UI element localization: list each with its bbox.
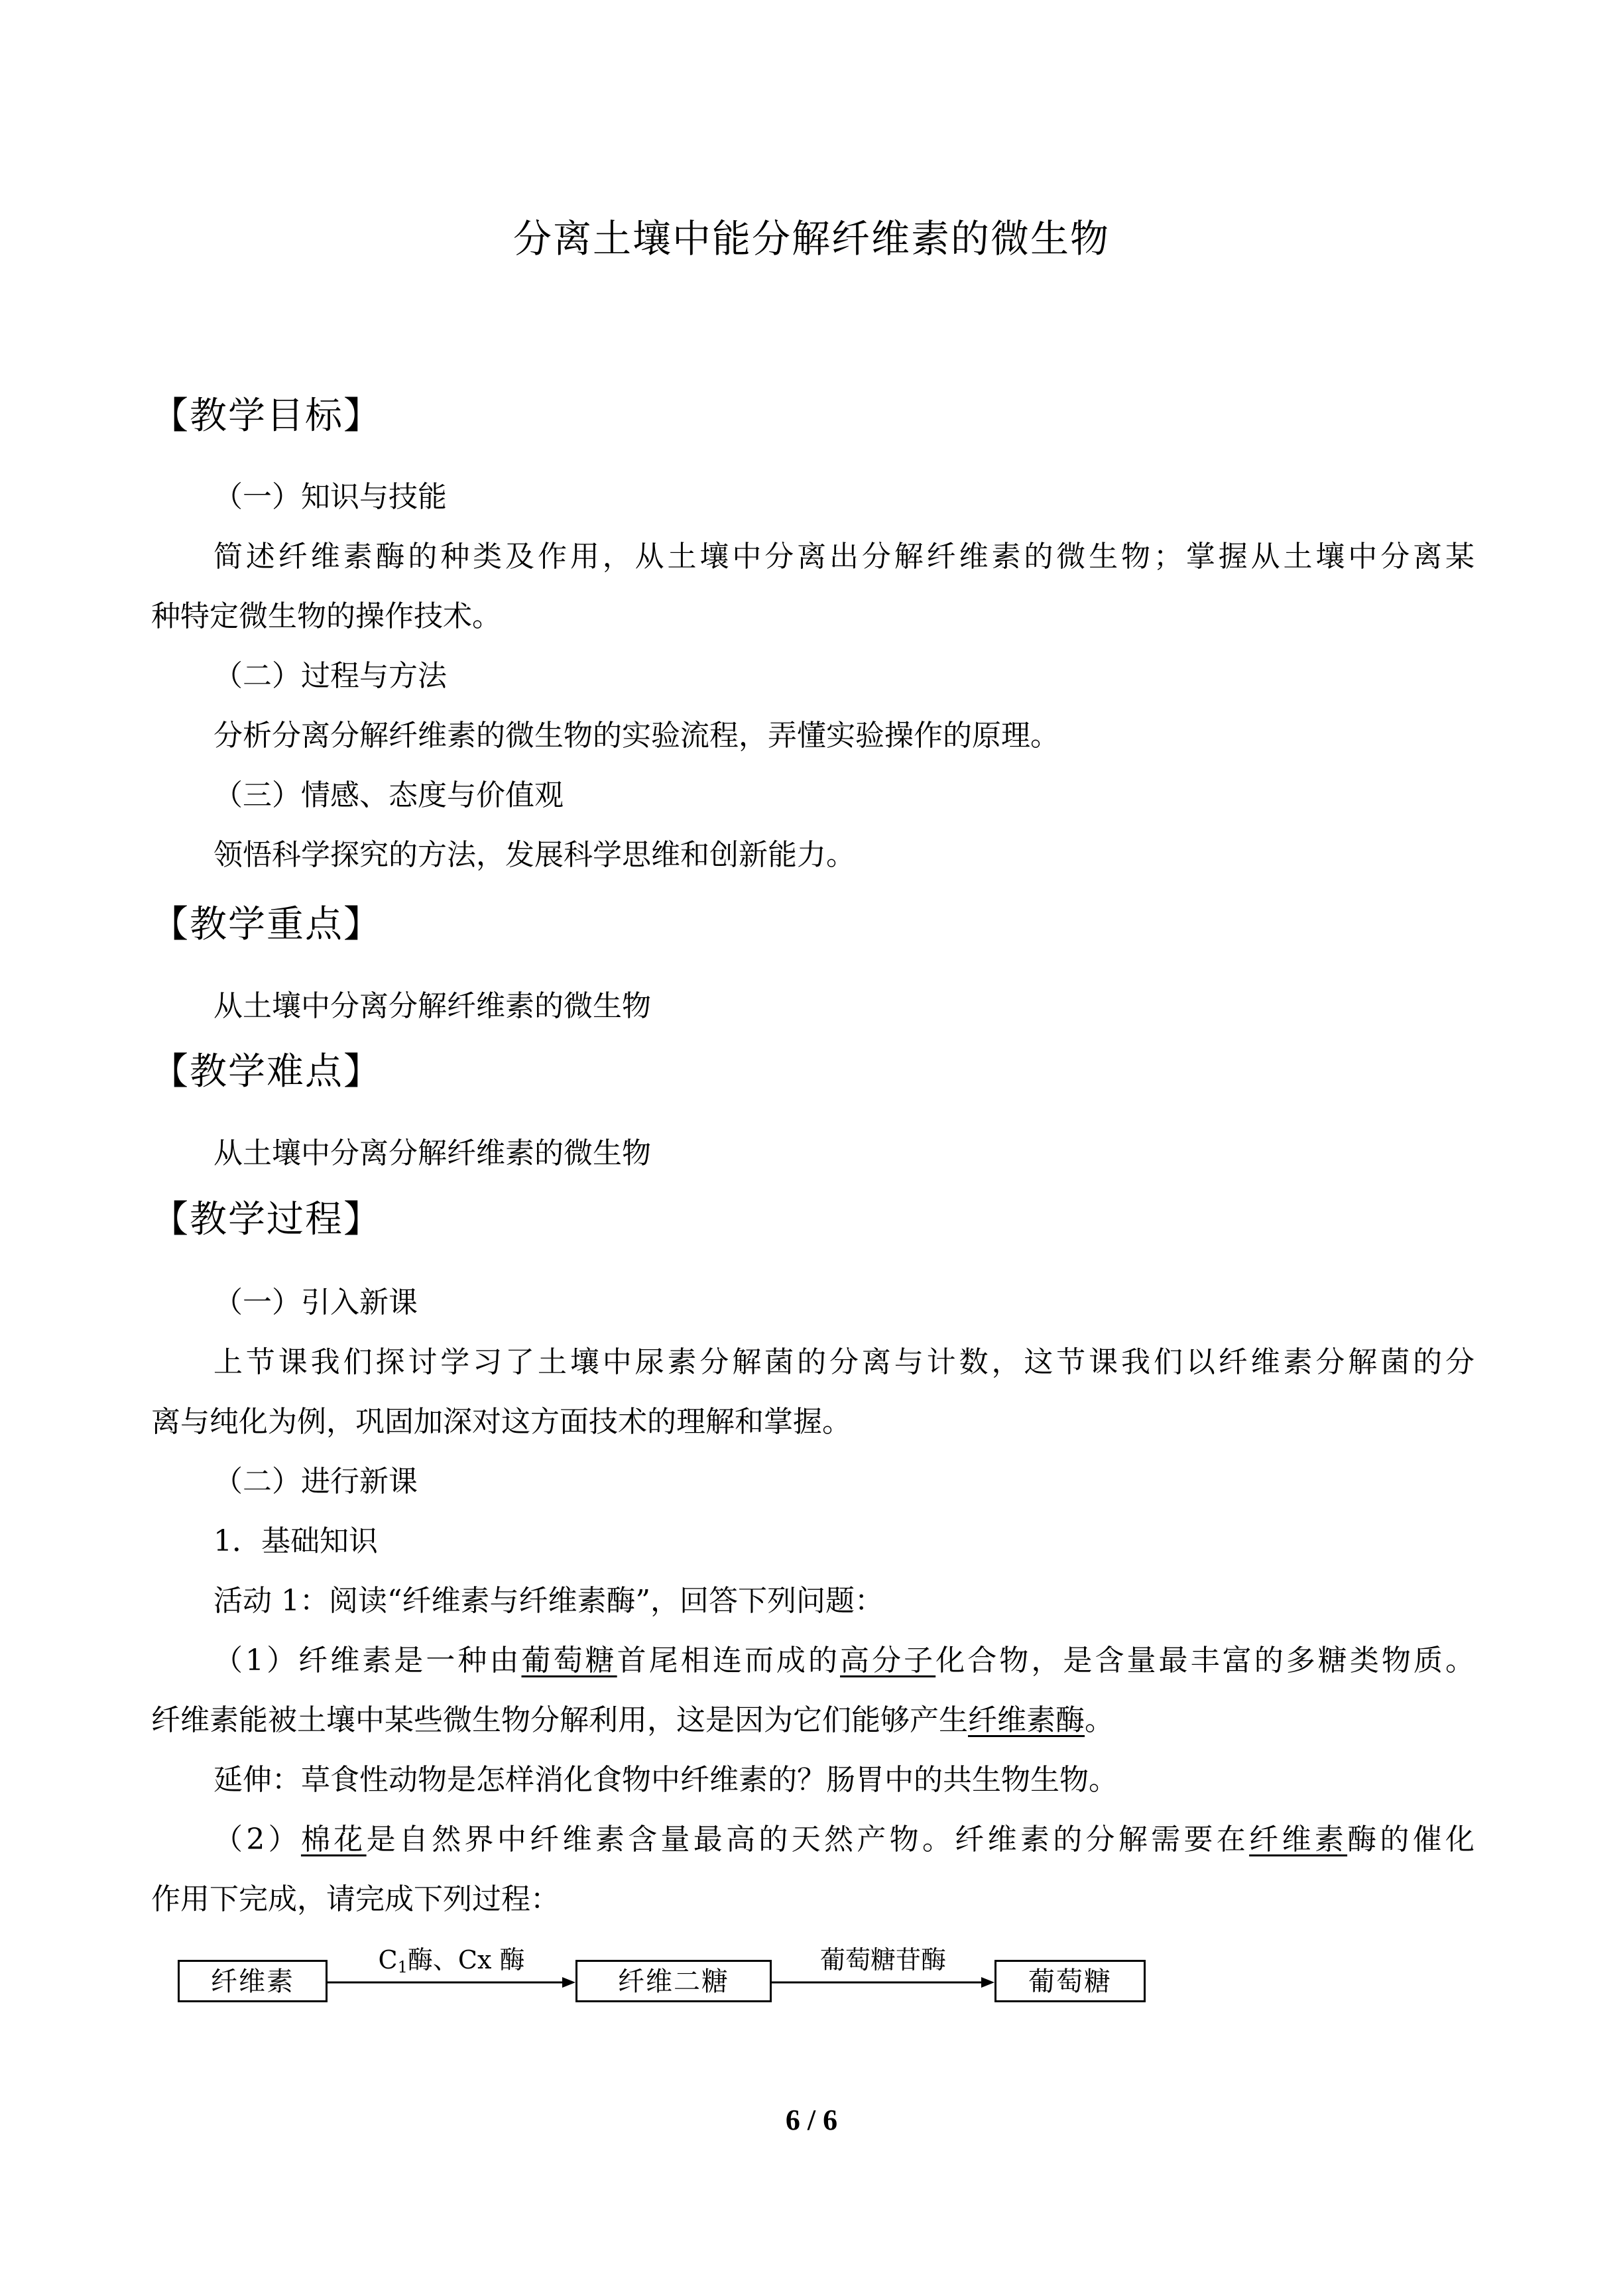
answer-cotton: 棉花 (300, 1823, 367, 1856)
question-1-text-a: （1）纤维素是一种由 (213, 1644, 522, 1677)
question-2-text-c: 酶的催化 (1347, 1823, 1475, 1856)
heading-teaching-process: 【教学过程】 (151, 1198, 382, 1241)
key-points-text: 从土壤中分离分解纤维素的微生物 (213, 989, 651, 1023)
process-new-title: （二）进行新课 (213, 1465, 418, 1498)
heading-key-points: 【教学重点】 (151, 903, 382, 946)
question-1-text-b: 首尾相连而成的 (617, 1644, 841, 1677)
basic-knowledge-title: 1．基础知识 (213, 1524, 378, 1558)
question-1-text-e: 。 (1085, 1703, 1114, 1737)
heading-teaching-goals: 【教学目标】 (151, 394, 382, 438)
flow-box-cellulose: 纤维素 (178, 1960, 328, 2002)
answer-cellulase: 纤维素酶 (968, 1703, 1085, 1737)
page-number: 6 / 6 (785, 2104, 838, 2136)
goal-attitude-title: （三）情感、态度与价值观 (213, 778, 564, 812)
goal-knowledge-line-2: 种特定微生物的操作技术。 (151, 599, 501, 633)
goal-process-title: （二）过程与方法 (213, 659, 447, 693)
answer-glucose: 葡萄糖 (521, 1644, 617, 1677)
question-1-text-d: 纤维素能被土壤中某些微生物分解利用，这是因为它们能够产生 (151, 1703, 968, 1737)
question-2-line-1 (213, 1820, 1474, 1860)
question-2-text-b: 是自然界中纤维素含量最高的天然产物。纤维素的分解需要在 (366, 1823, 1250, 1856)
flow-box-cellobiose: 纤维二糖 (575, 1960, 772, 2002)
question-2-line-2: 作用下完成，请完成下列过程： (151, 1882, 560, 1916)
flow-box-glucose: 葡萄糖 (994, 1960, 1146, 2002)
question-1-text-c: 化合物，是含量最丰富的多糖类物质。 (935, 1644, 1475, 1677)
flow-label-glucosidase: 葡萄糖苷酶 (819, 1945, 946, 1974)
question-1-line-2 (151, 1701, 1114, 1740)
extension-line: 延伸：草食性动物是怎样消化食物中纤维素的？肠胃中的共生物生物。 (213, 1763, 1118, 1797)
goal-attitude-line: 领悟科学探究的方法，发展科学思维和创新能力。 (213, 838, 855, 872)
goal-knowledge-title: （一）知识与技能 (213, 480, 447, 514)
goal-process-line: 分析分离分解纤维素的微生物的实验流程，弄懂实验操作的原理。 (213, 719, 1059, 753)
flow-label-c1-cx-enzyme (328, 1944, 575, 1983)
activity-1-line: 活动 1：阅读“纤维素与纤维素酶”，回答下列问题： (213, 1584, 884, 1618)
answer-macromolecule: 高分子 (840, 1644, 936, 1677)
process-intro-title: （一）引入新课 (213, 1286, 418, 1319)
goal-knowledge-line-1: 简述纤维素酶的种类及作用，从土壤中分离出分解纤维素的微生物；掌握从土壤中分离某 (213, 540, 1474, 574)
difficult-points-text: 从土壤中分离分解纤维素的微生物 (213, 1136, 651, 1170)
heading-difficult-points: 【教学难点】 (151, 1050, 382, 1093)
flow-label-c: C (378, 1945, 398, 1974)
answer-cellulose: 纤维素 (1249, 1823, 1348, 1856)
question-1-line-1 (213, 1641, 1474, 1681)
flow-label-rest: 酶、Cx 酶 (407, 1945, 525, 1974)
flow-label-subscript: 1 (397, 1958, 408, 1976)
process-intro-line-2: 离与纯化为例，巩固加深对这方面技术的理解和掌握。 (151, 1405, 851, 1439)
document-title: 分离土壤中能分解纤维素的微生物 (512, 216, 1110, 261)
process-intro-line-1: 上节课我们探讨学习了土壤中尿素分解菌的分离与计数，这节课我们以纤维素分解菌的分 (213, 1345, 1474, 1379)
question-2-text-a: （2） (213, 1823, 301, 1856)
